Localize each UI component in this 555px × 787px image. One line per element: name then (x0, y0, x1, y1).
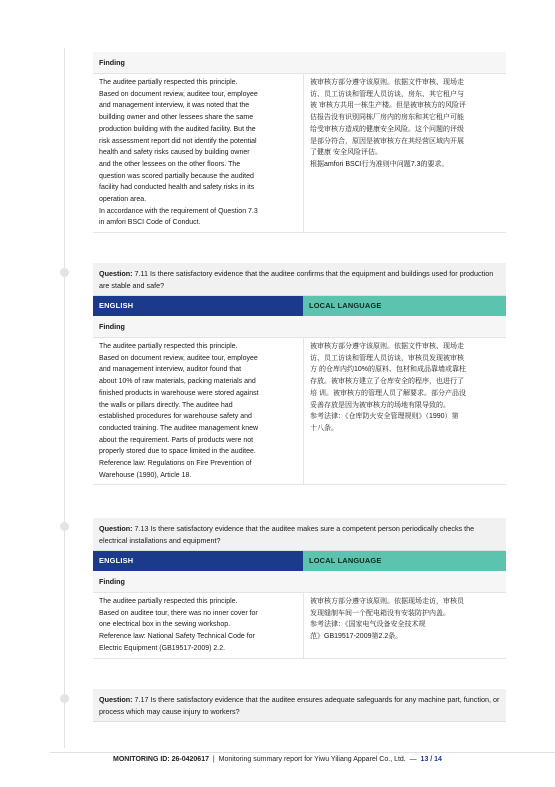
local-language-header: LOCAL LANGUAGE (303, 296, 506, 316)
text-line: conducted training. The auditee management knew (99, 424, 259, 432)
text-line: operation area. (99, 196, 147, 204)
text-line: Electric Equipment (GB19517-2009) 2.2. (99, 644, 226, 652)
text-line: production building with the audited facility. But the (99, 125, 256, 133)
text-line: finished products in warehouse were stored against (99, 389, 259, 397)
text-line: and the other lessees on the other floors. The (99, 160, 241, 168)
text-line: risk assessment report did not identify the potential (99, 137, 257, 145)
text-line: 十八条。 (310, 424, 338, 432)
text-line: 参考法律：《国家电气设备安全技术规 (310, 621, 426, 629)
english-finding-text (93, 338, 304, 484)
text-line: 被审核方部分遵守该原则。依据文件审核、现场走 (310, 343, 464, 350)
finding-columns (93, 74, 506, 233)
question-label: Question: (99, 524, 133, 533)
text-line: 发现缝制车间一个配电箱没有安装防护内盖。 (310, 609, 450, 617)
page-footer (0, 756, 555, 763)
question-label: Question: (99, 269, 133, 278)
text-line: question was scored partially because the audited (99, 172, 254, 180)
text-line: 被审核方部分遵守该原则。依据现场走访，审核员 (310, 598, 464, 605)
finding-columns (93, 593, 506, 659)
text-line: In accordance with the requirement of Question 7.3 (99, 207, 258, 215)
text-line: Based on document review, auditee tour, employee (99, 90, 258, 98)
text-line: 被审核方部分遵守该原则。依据文件审核、现场走 (310, 79, 464, 86)
text-line: 妥善存放是因为被审核方的场地有限导致的。 (310, 401, 450, 409)
text-line: in amfori BSCI Code of Conduct. (99, 219, 201, 227)
english-finding-text (93, 74, 304, 232)
footer-dash: — (409, 756, 417, 763)
text-line: health and safety risks caused by building owner (99, 149, 250, 157)
text-line: one electrical box in the sewing workshop. (99, 621, 231, 629)
text-line: Reference law: Regulations on Fire Prevention of (99, 460, 252, 468)
text-line: about the requirement. Parts of products were not (99, 436, 254, 444)
timeline-line (64, 48, 65, 748)
question-section-7-17 (93, 689, 506, 722)
text-line: about 10% of raw materials, packing materials and (99, 378, 256, 386)
english-finding-text (93, 593, 304, 658)
finding-label: Finding (93, 316, 506, 338)
text-line: 是部分符合，原因是被审核方在其经营区域内开展 (310, 137, 464, 145)
timeline-dot (60, 268, 69, 277)
text-line: The auditee partially respected this principle. (99, 79, 238, 86)
text-line: 参考法律：《仓库防火安全管理规则》（1990）第 (310, 413, 459, 421)
language-header-row (93, 296, 506, 316)
local-language-header: LOCAL LANGUAGE (303, 551, 506, 571)
text-line: facility had conducted health and safety risks in its (99, 184, 255, 192)
text-line: 培 训。被审核方的管理人员了解要求。部分产品没 (310, 389, 466, 397)
footer-divider (50, 752, 555, 754)
text-line: properly stored due to space limited in the auditee. (99, 448, 256, 456)
text-line: 存放。被审核方建立了仓库安全的程序，也进行了 (310, 378, 464, 386)
text-line: and management interview, it was noted that the (99, 102, 250, 110)
text-line: Based on document review, auditee tour, employee (99, 354, 258, 362)
text-line: and management interview, auditor found that (99, 366, 242, 374)
finding-label: Finding (93, 52, 506, 74)
report-title: Monitoring summary report for Yiwu Yiliang Apparel Co., Ltd. (218, 756, 406, 763)
question-label: Question: (99, 695, 133, 704)
english-header: ENGLISH (93, 296, 303, 316)
local-finding-text (304, 593, 506, 658)
finding-label: Finding (93, 571, 506, 593)
text-line: 给受审核方造成的健康安全风险。这个问题的评级 (310, 125, 464, 133)
text-line: 访、员工访谈和管理人员访谈，房东、其它租户与 (310, 90, 464, 98)
question-section-7-13 (93, 518, 506, 659)
monitoring-id: MONITORING ID: 26-0420617 (113, 756, 209, 763)
language-header-row (93, 551, 506, 571)
text-line: Reference law: National Safety Technical Code for (99, 633, 255, 641)
text-line: 根据amfori BSCI行为准则中问题7.3的要求。 (310, 160, 449, 168)
text-line: 估报告没有识别同栋厂房内的房东和其它租户可能 (310, 114, 464, 122)
question-header (93, 263, 506, 296)
local-finding-text (304, 74, 506, 232)
timeline-dot (60, 694, 69, 703)
footer-separator: | (212, 756, 215, 763)
text-line: 范》GB19517-2009第2.2条。 (310, 633, 403, 641)
text-line: Warehouse (1990), Article 18. (99, 471, 192, 479)
local-finding-text (304, 338, 506, 484)
page-number: 13 / 14 (420, 756, 442, 763)
text-line: The auditee partially respected this principle. (99, 343, 238, 350)
question-section-7-11 (93, 263, 506, 485)
text-line: Based on auditee tour, there was no inner cover for (99, 609, 258, 617)
text-line: established procedures for warehouse safety and (99, 413, 252, 421)
text-line: The auditee partially respected this principle. (99, 598, 238, 605)
english-header: ENGLISH (93, 551, 303, 571)
finding-columns (93, 338, 506, 485)
finding-section-7-3 (93, 52, 506, 233)
text-line: the walls or pillars directly. The auditee had (99, 401, 233, 409)
question-text: 7.17 Is there satisfactory evidence that the auditee ensures adequate safeguards for any machine part, function, or process which may cause injury to workers? (99, 695, 500, 716)
question-header (93, 689, 506, 722)
text-line: 了健康 安全风险评估。 (310, 149, 382, 157)
text-line: 被 审核方共用一栋生产楼。但是被审核方的风险评 (310, 102, 466, 110)
text-line: 访、员工访谈和管理人员访谈，审核员发现被审核 (310, 354, 464, 362)
question-header (93, 518, 506, 551)
text-line: 方 的仓库内约10%的原料、包材和成品靠墙或靠柱 (310, 366, 466, 374)
question-text: 7.13 Is there satisfactory evidence that the auditee makes sure a competent person periodically checks the electrical installations and equipment? (99, 524, 475, 545)
text-line: buillding owner and other lessees share the same (99, 114, 254, 122)
question-text: 7.11 Is there satisfactory evidence that the auditee confirms that the equipment and buildings used for production are stable and safe? (99, 269, 494, 290)
timeline-dot (60, 522, 69, 531)
